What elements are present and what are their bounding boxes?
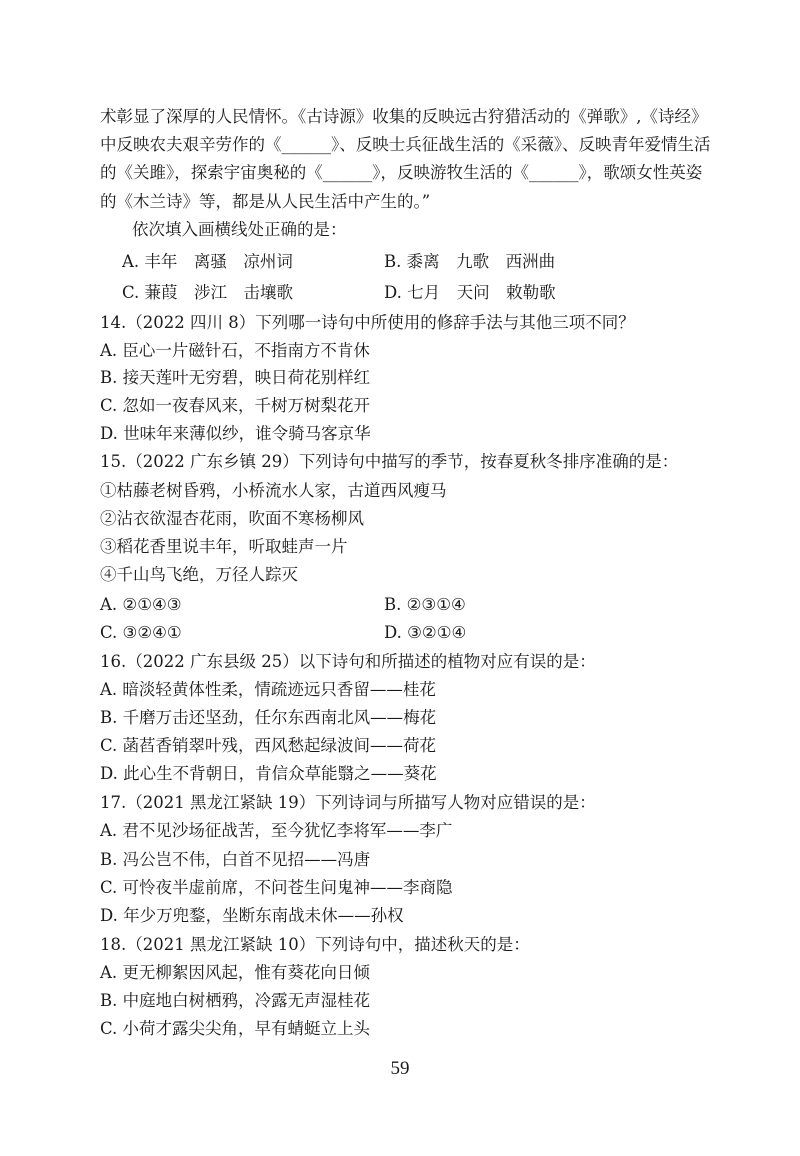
question-14-option-b: B. 接天莲叶无穷碧，映日荷花别样红 [100,368,371,387]
question-17-option-a: A. 君不见沙场征战苦，至今犹忆李将军——李广 [100,821,453,840]
passage-line-1: 术彰显了深厚的人民情怀。《古诗源》收集的反映远古狩猎活动的《弹歌》,《诗经》 [100,107,708,126]
question-18-stem: 18.（2021 黑龙江紧缺 10）下列诗句中，描述秋天的是： [100,935,530,954]
question-15-stem: 15.（2022 广东乡镇 29）下列诗句中描写的季节，按春夏秋冬排序准确的是： [100,452,679,471]
question-18-option-c: C. 小荷才露尖尖角，早有蜻蜓立上头 [100,1019,371,1038]
passage-option-d: D. 七月 天问 敕勒歌 [384,283,556,302]
question-15-option-c: C. ③②④① [100,623,182,642]
question-17-option-b: B. 冯公岂不伟，白首不见招——冯唐 [100,850,371,869]
question-16-option-d: D. 此心生不背朝日，肯信众草能翳之——葵花 [100,764,437,783]
question-16-stem: 16.（2022 广东县级 25）以下诗句和所描述的植物对应有误的是： [100,652,596,671]
question-17-option-c: C. 可怜夜半虚前席，不问苍生问鬼神——李商隐 [100,878,453,897]
passage-prompt: 依次填入画横线处正确的是： [132,220,347,239]
question-18-option-b: B. 中庭地白树栖鸦，冷露无声湿桂花 [100,991,371,1010]
question-17-stem: 17.（2021 黑龙江紧缺 19）下列诗词与所描写人物对应错误的是： [100,793,596,812]
passage-line-4: 的《木兰诗》等，都是从人民生活中产生的。” [100,192,431,211]
passage-option-c: C. 蒹葭 涉江 击壤歌 [122,283,294,302]
page-number: 59 [390,1058,410,1079]
question-16-option-c: C. 菡萏香销翠叶残，西风愁起绿波间——荷花 [100,736,437,755]
question-15-statement-1: ①枯藤老树昏鸦，小桥流水人家，古道西风瘦马 [100,481,447,500]
question-14-option-d: D. 世味年来薄似纱，谁令骑马客京华 [100,424,371,443]
question-17-option-d: D. 年少万兜鍪，坐断东南战未休——孙权 [100,906,404,925]
question-15-option-d: D. ③②①④ [384,623,467,642]
question-16-option-b: B. 千磨万击还坚劲，任尔东西南北风——梅花 [100,708,437,727]
passage-option-b: B. 黍离 九歌 西洲曲 [384,252,556,271]
passage-line-2: 中反映农夫艰辛劳作的《______》、反映士兵征战生活的《采薇》、反映青年爱情生活 [100,135,711,154]
question-14-option-c: C. 忽如一夜春风来，千树万树梨花开 [100,396,371,415]
question-16-option-a: A. 暗淡轻黄体性柔，情疏迹远只香留——桂花 [100,680,436,699]
question-15-statement-3: ③稻花香里说丰年，听取蛙声一片 [100,537,348,556]
question-15-option-a: A. ②①④③ [100,595,182,614]
question-15-statement-2: ②沾衣欲湿杏花雨，吹面不寒杨柳风 [100,509,364,528]
passage-line-3: 的《关雎》，探索宇宙奥秘的《______》，反映游牧生活的《______》，歌颂女性英姿 [100,163,703,182]
question-18-option-a: A. 更无柳絮因风起，惟有葵花向日倾 [100,963,370,982]
question-14-option-a: A. 臣心一片磁针石，不指南方不肯休 [100,341,370,360]
question-14-stem: 14.（2022 四川 8）下列哪一诗句中所使用的修辞手法与其他三项不同？ [100,313,635,332]
passage-option-a: A. 丰年 离骚 凉州词 [122,252,293,271]
question-15-option-b: B. ②③①④ [384,595,466,614]
question-15-statement-4: ④千山鸟飞绝，万径人踪灭 [100,565,298,584]
